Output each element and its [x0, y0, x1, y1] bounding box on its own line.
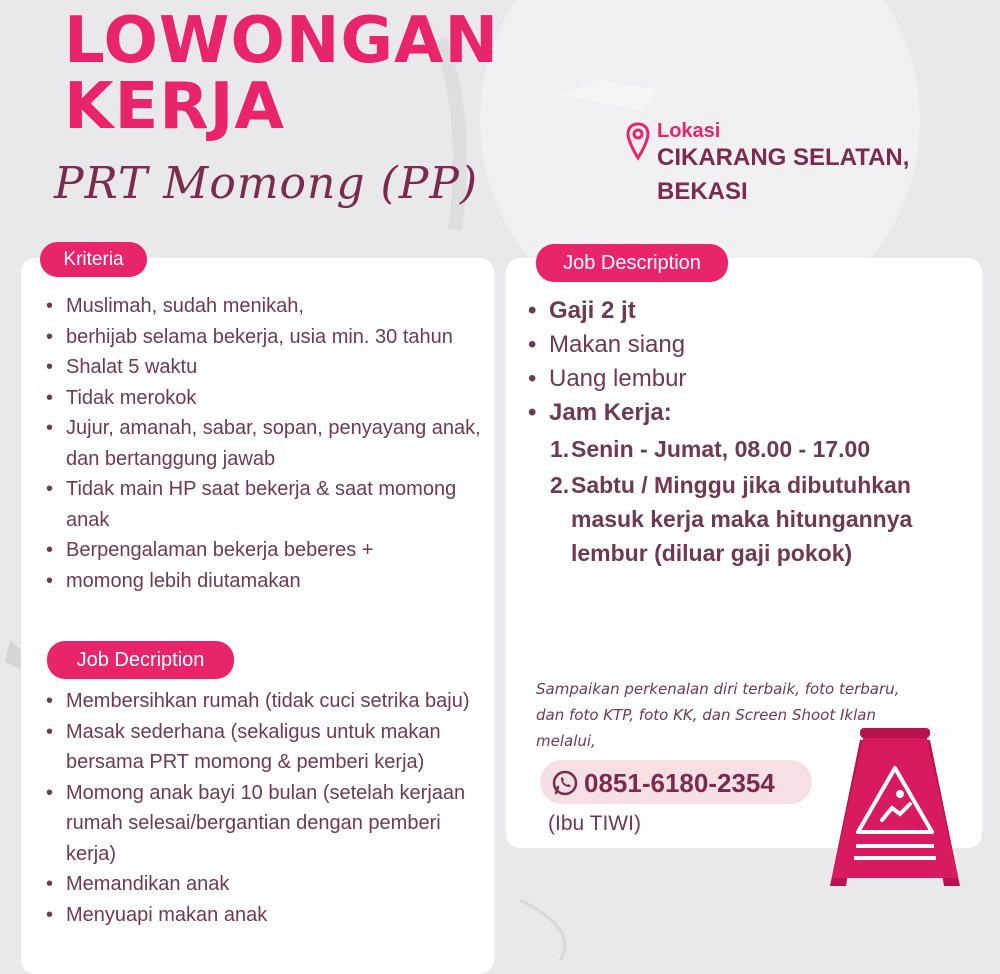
list-item-salary: • Gaji 2 jt [528, 294, 968, 328]
job-description-badge: Job Description [536, 244, 728, 282]
list-item: • Muslimah, sudah menikah, [46, 291, 486, 322]
schedule-item [550, 468, 970, 570]
list-item: • Menyuapi makan anak [46, 900, 491, 931]
job-decription-badge: Job Decription [47, 641, 234, 679]
list-item: • Momong anak bayi 10 bulan (setelah kerjaan rumah selesai/bergantian dengan pemberi kerja) [46, 778, 491, 870]
list-item: • Berpengalaman bekerja beberes + [46, 535, 486, 566]
schedule-item [550, 432, 970, 466]
schedule-number: 2. [550, 472, 570, 498]
kriteria-badge: Kriteria [40, 242, 147, 277]
phone-number[interactable]: 0851-6180-2354 [584, 768, 775, 798]
phone-badge[interactable] [540, 760, 812, 804]
list-item-work-hours: • Jam Kerja: [528, 396, 968, 430]
list-item-lunch: • Makan siang [528, 328, 968, 362]
kriteria-list [46, 291, 486, 596]
list-item-overtime: • Uang lembur [528, 362, 968, 396]
list-item: • Jujur, amanah, sabar, sopan, penyayang anak, dan bertanggung jawab [46, 413, 486, 474]
whatsapp-icon [552, 770, 578, 796]
location-label: Lokasi [657, 120, 721, 142]
list-item: • Tidak main HP saat bekerja & saat momong anak [46, 474, 486, 535]
schedule-text: Senin - Jumat, 08.00 - 17.00 [571, 436, 871, 462]
page-title [64, 4, 500, 144]
schedule-number: 1. [550, 436, 570, 462]
location-pin-icon [626, 122, 650, 162]
list-item: • berhijab selama bekerja, usia min. 30 tahun [46, 322, 486, 353]
title-line-2: KERJA [64, 70, 285, 144]
contact-name: (Ibu TIWI) [548, 812, 641, 835]
job-description-list [528, 294, 968, 430]
contact-note: Sampaikan perkenalan diri terbaik, foto terbaru, dan foto KTP, foto KK, dan Screen Shoot Iklan melalui, [536, 680, 900, 750]
title-line-1: LOWONGAN [64, 4, 500, 78]
list-item: • Membersihkan rumah (tidak cuci setrika baju) [46, 686, 491, 717]
list-item: • Tidak merokok [46, 383, 486, 414]
list-item: • momong lebih diutamakan [46, 566, 486, 597]
job-subtitle: PRT Momong (PP) [54, 158, 479, 209]
caution-sign-icon [820, 728, 970, 888]
location-line-1: CIKARANG SELATAN, [657, 144, 910, 171]
list-item: • Memandikan anak [46, 869, 491, 900]
job-decription-list [46, 686, 491, 930]
schedule-text: Sabtu / Minggu jika dibutuhkan masuk kerja maka hitungannya lembur (diluar gaji pokok) [571, 472, 913, 566]
list-item: • Masak sederhana (sekaligus untuk makan bersama PRT momong & pemberi kerja) [46, 717, 491, 778]
list-item: • Shalat 5 waktu [46, 352, 486, 383]
location-line-2: BEKASI [657, 178, 748, 205]
work-schedule-list [550, 432, 970, 572]
